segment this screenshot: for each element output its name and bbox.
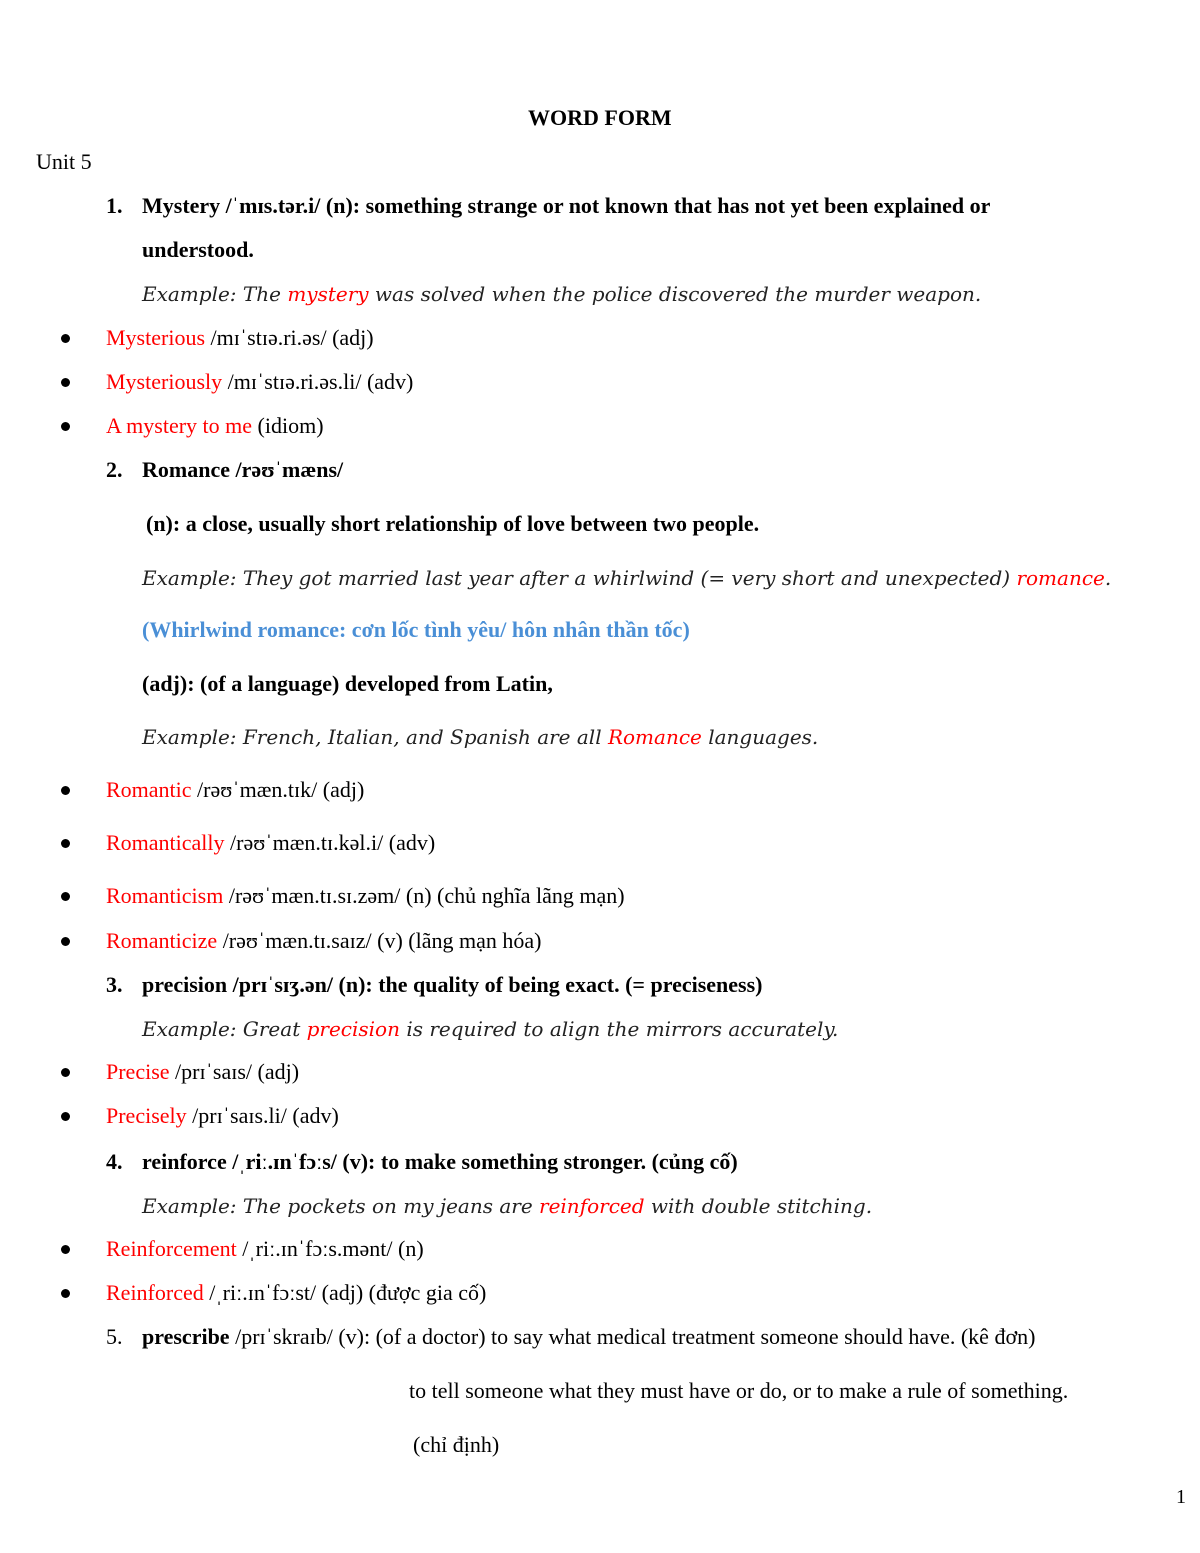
entry-2-definition-noun: (n): a close, usually short relationship of love between two people.	[146, 511, 760, 536]
entry-2-example-1: Example: They got married last year after a whirlwind (= very short and unexpected) romance.	[142, 566, 1112, 590]
bullet-icon	[61, 422, 70, 431]
form-precisely: Precisely /prɪˈsaɪs.li/ (adv)	[106, 1103, 339, 1128]
entry-2-heading: Romance /rəʊˈmæns/	[142, 457, 344, 482]
entry-4-heading: reinforce /ˌriː.ɪnˈfɔːs/ (v): to make something stronger. (củng cố)	[142, 1149, 738, 1174]
form-romanticize: Romanticize /rəʊˈmæn.tɪ.saɪz/ (v) (lãng mạn hóa)	[106, 928, 542, 953]
bullet-icon	[61, 1112, 70, 1121]
form-mysteriously: Mysteriously /mɪˈstɪə.ri.əs.li/ (adv)	[106, 369, 414, 394]
entry-5-number: 5.	[106, 1324, 123, 1349]
bullet-icon	[61, 1068, 70, 1077]
page-number: 1	[1176, 1486, 1186, 1508]
entry-1-number: 1.	[106, 193, 123, 218]
entry-3-example: Example: Great precision is required to align the mirrors accurately.	[142, 1017, 839, 1041]
entry-2-note: (Whirlwind romance: cơn lốc tình yêu/ hôn nhân thần tốc)	[142, 617, 690, 642]
bullet-icon	[61, 1289, 70, 1298]
form-romantically: Romantically /rəʊˈmæn.tɪ.kəl.i/ (adv)	[106, 830, 436, 855]
page-title: WORD FORM	[528, 105, 672, 130]
unit-label: Unit 5	[36, 149, 92, 174]
form-mysterious: Mysterious /mɪˈstɪə.ri.əs/ (adj)	[106, 325, 374, 350]
entry-5-definition-2: to tell someone what they must have or do, or to make a rule of something.	[409, 1378, 1069, 1403]
entry-2-definition-adj: (adj): (of a language) developed from Latin,	[142, 671, 553, 696]
bullet-icon	[61, 334, 70, 343]
form-precise: Precise /prɪˈsaɪs/ (adj)	[106, 1059, 300, 1084]
form-romantic: Romantic /rəʊˈmæn.tɪk/ (adj)	[106, 777, 365, 802]
form-mystery-idiom: A mystery to me (idiom)	[106, 413, 324, 438]
entry-3-heading: precision /prɪˈsɪʒ.ən/ (n): the quality of being exact. (= preciseness)	[142, 972, 763, 997]
bullet-icon	[61, 1245, 70, 1254]
entry-4-number: 4.	[106, 1149, 123, 1174]
entry-1-heading: Mystery /ˈmɪs.tər.i/ (n): something strange or not known that has not yet been explained or	[142, 193, 991, 218]
entry-5-definition-3: (chỉ định)	[413, 1432, 500, 1457]
entry-5-heading: prescribe /prɪˈskraɪb/ (v): (of a doctor) to say what medical treatment someone should have. (kê đơn)	[142, 1324, 1036, 1349]
entry-2-example-2: Example: French, Italian, and Spanish are all Romance languages.	[142, 725, 819, 749]
form-reinforcement: Reinforcement /ˌriː.ɪnˈfɔːs.mənt/ (n)	[106, 1236, 424, 1261]
form-romanticism: Romanticism /rəʊˈmæn.tɪ.sɪ.zəm/ (n) (chủ nghĩa lãng mạn)	[106, 883, 625, 908]
bullet-icon	[61, 786, 70, 795]
entry-2-number: 2.	[106, 457, 123, 482]
bullet-icon	[61, 839, 70, 848]
entry-3-number: 3.	[106, 972, 123, 997]
bullet-icon	[61, 892, 70, 901]
entry-4-example: Example: The pockets on my jeans are reinforced with double stitching.	[142, 1194, 873, 1218]
entry-1-heading-cont: understood.	[142, 237, 254, 262]
form-reinforced: Reinforced /ˌriː.ɪnˈfɔːst/ (adj) (được gia cố)	[106, 1280, 487, 1305]
bullet-icon	[61, 937, 70, 946]
bullet-icon	[61, 378, 70, 387]
entry-1-example: Example: The mystery was solved when the police discovered the murder weapon.	[142, 282, 982, 306]
